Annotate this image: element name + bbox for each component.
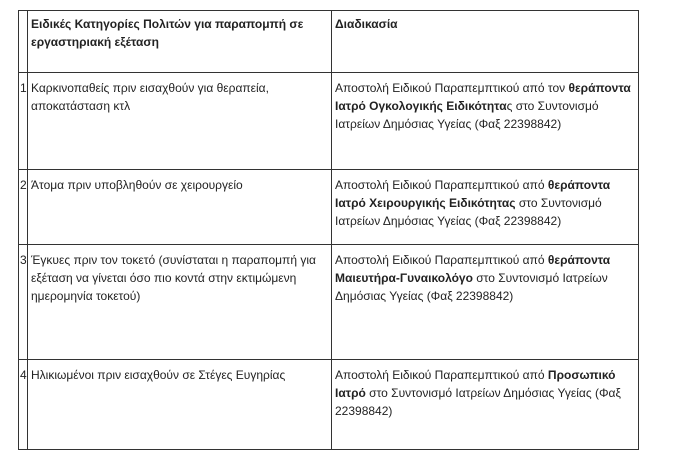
procedure-cell [332, 245, 639, 360]
table-header-row [19, 11, 639, 73]
row-number: 2 [20, 178, 27, 192]
category-cell [28, 360, 332, 450]
procedure-doctor: Προσωπικό Ιατρό [335, 368, 616, 400]
table-row [19, 360, 639, 450]
procedure-doctor: θεράποντα Μαιευτήρα-Γυναικολόγο [335, 253, 611, 285]
procedure-pre: Αποστολή Ειδικού Παραπεμπτικού από [335, 253, 548, 267]
header-procedure-cell [332, 11, 639, 73]
header-category-label: Ειδικές Κατηγορίες Πολιτών για παραπομπή σε εργαστηριακή εξέταση [31, 17, 304, 49]
table-row [19, 245, 639, 360]
procedure-pre: Αποστολή Ειδικού Παραπεμπτικού από [335, 368, 548, 382]
procedure-post: ς στο Συντονισμό Ιατρείων Δημόσιας Υγείας (Φαξ 22398842) [335, 99, 599, 131]
procedure-text [332, 360, 638, 420]
table-row [19, 73, 639, 170]
category-cell [28, 245, 332, 360]
category-text: Άτομα πριν υποβληθούν σε χειρουργείο [31, 178, 243, 192]
procedure-cell [332, 360, 639, 450]
row-number-cell [19, 73, 28, 170]
procedure-post: στο Συντονισμό Ιατρείων Δημόσιας Υγείας (Φαξ 22398842) [335, 271, 608, 303]
category-cell [28, 170, 332, 245]
row-number-cell [19, 360, 28, 450]
procedure-text [332, 170, 638, 230]
procedure-doctor: θεράποντα Ιατρό Ογκολογικής Ειδικότητα [335, 81, 631, 113]
category-cell [28, 73, 332, 170]
table-row [19, 170, 639, 245]
row-number: 3 [20, 253, 27, 267]
header-procedure-label: Διαδικασία [335, 17, 398, 31]
procedure-post: στο Συντονισμό Ιατρείων Δημόσιας Υγείας (Φαξ 22398842) [335, 386, 621, 418]
row-number: 4 [20, 368, 27, 382]
category-text: Έγκυες πριν τον τοκετό (συνίσταται η παραπομπή για εξέταση να γίνεται όσο πιο κοντά στην εκτιμώμενη ημερομηνία τοκετού) [31, 253, 316, 303]
special-categories-table [18, 10, 639, 450]
procedure-cell [332, 170, 639, 245]
procedure-cell [332, 73, 639, 170]
row-number-cell [19, 170, 28, 245]
procedure-pre: Αποστολή Ειδικού Παραπεμπτικού από τον [335, 81, 569, 95]
row-number-cell [19, 245, 28, 360]
category-text: Ηλικιωμένοι πριν εισαχθούν σε Στέγες Ευγηρίας [31, 368, 286, 382]
header-num-cell [19, 11, 28, 73]
category-text: Καρκινοπαθείς πριν εισαχθούν για θεραπεία, αποκατάσταση κτλ [31, 81, 269, 113]
procedure-text [332, 73, 638, 133]
procedure-post: στο Συντονισμό Ιατρείων Δημόσιας Υγείας (Φαξ 22398842) [335, 196, 602, 228]
procedure-pre: Αποστολή Ειδικού Παραπεμπτικού από [335, 178, 548, 192]
procedure-doctor: θεράποντα Ιατρό Χειρουργικής Ειδικότητας [335, 178, 611, 210]
header-category-cell [28, 11, 332, 73]
row-number: 1 [20, 81, 27, 95]
procedure-text [332, 245, 638, 305]
